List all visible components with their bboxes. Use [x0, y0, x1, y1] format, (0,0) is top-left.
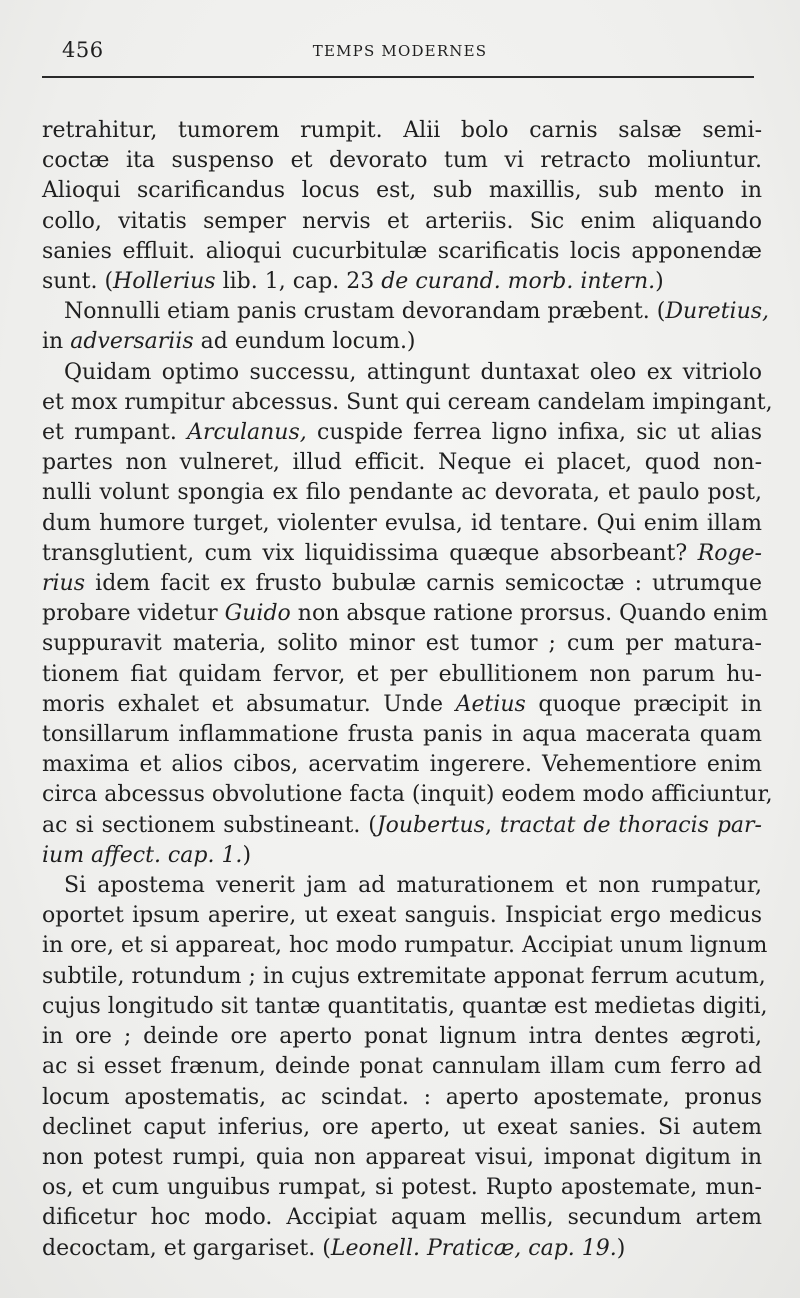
text-segment: sunt. ( — [42, 269, 114, 295]
text-segment: moris exhalet et absumatur. Unde — [42, 691, 456, 717]
text-segment: ) — [655, 269, 664, 295]
text-line — [42, 629, 762, 659]
paragraph — [42, 871, 768, 1264]
text-segment: Quidam optimo successu, attingunt duntaxat oleo ex vitriolo — [64, 359, 762, 385]
body-text — [42, 116, 773, 1264]
italic-text: Duretius, — [665, 299, 770, 325]
text-segment: ac si sectionem substineant. ( — [42, 812, 377, 838]
text-line — [42, 388, 773, 418]
italic-text: Arculanus, — [187, 420, 307, 446]
text-line — [42, 1052, 762, 1082]
italic-text: Aetius — [455, 691, 526, 717]
text-line — [42, 1022, 762, 1052]
text-segment: ) — [616, 1235, 626, 1261]
text-segment: cuspide ferrea ligno infixa, sic ut alias — [306, 420, 762, 446]
text-segment: subtile, rotundum ; in cujus extremitate apponat ferrum acutum, — [42, 963, 766, 989]
text-line — [42, 1143, 762, 1173]
text-line — [42, 448, 762, 478]
text-segment: coctæ ita suspenso et devorato tum vi retracto moliuntur. — [42, 148, 762, 174]
text-segment: Nonnulli etiam panis crustam devorandam præbent. ( — [64, 299, 666, 325]
text-line — [42, 1234, 762, 1264]
text-segment: dificetur hoc modo. Accipiat aquam mellis, secundum artem — [42, 1205, 762, 1231]
text-segment: ad eundum locum.) — [193, 329, 416, 355]
text-line — [42, 962, 766, 992]
text-segment: transglutient, cum vix liquidissima quæque absorbeant? — [42, 540, 698, 566]
text-segment: nulli volunt spongia ex filo pendante ac devorata, et paulo post, — [42, 480, 762, 506]
italic-text: ium affect. cap. 1. — [42, 842, 243, 868]
italic-text: adversariis — [70, 329, 194, 355]
paragraph — [42, 358, 773, 871]
paragraph — [42, 297, 770, 357]
text-segment: in — [42, 329, 71, 355]
text-line — [42, 992, 768, 1022]
text-line — [42, 871, 762, 901]
text-line — [42, 1173, 762, 1203]
text-segment: et rumpant. — [42, 420, 188, 446]
text-segment: collo, vitatis semper nervis et arteriis. Sic enim aliquando — [42, 208, 762, 234]
text-line — [42, 599, 769, 629]
page-header — [42, 38, 758, 68]
text-line — [42, 750, 762, 780]
text-line — [42, 146, 762, 176]
text-segment: ac si esset frænum, deinde ponat cannulam illam cum ferro ad — [42, 1054, 762, 1080]
text-line — [42, 660, 762, 690]
text-segment: sanies effluit. alioqui cucurbitulæ scarificatis locis apponendæ — [42, 238, 762, 264]
text-line — [42, 358, 762, 388]
text-segment: os, et cum unguibus rumpat, si potest. Rupto apostemate, mun- — [42, 1175, 762, 1201]
text-line — [42, 327, 762, 357]
paragraph — [42, 116, 762, 297]
italic-text: Hollerius — [113, 269, 216, 295]
text-line — [42, 780, 773, 810]
italic-text: Roge- — [697, 540, 762, 566]
italic-text: de curand. morb. intern. — [381, 269, 656, 295]
text-segment: maxima et alios cibos, acervatim ingerere. Vehementiore enim — [42, 752, 762, 778]
italic-text: Guido — [224, 601, 291, 627]
italic-text: rius — [42, 571, 86, 597]
text-segment: decoctam, et gargariset. ( — [42, 1235, 331, 1261]
running-head: TEMPS MODERNES — [312, 42, 488, 60]
text-line — [42, 297, 770, 327]
text-line — [42, 720, 762, 750]
text-segment: non potest rumpi, quia non appareat visui, imponat digitum in — [42, 1144, 762, 1170]
text-segment: tonsillarum inflammatione frusta panis in aqua macerata quam — [42, 722, 762, 748]
text-segment: circa abcessus obvolutione facta (inquit) eodem modo afficiuntur, — [42, 782, 773, 808]
text-segment: dum humore turget, violenter evulsa, id tentare. Qui enim illam — [42, 510, 762, 536]
text-line — [42, 1203, 762, 1233]
text-segment: idem facit ex frusto bubulæ carnis semicoctæ : utrumque — [85, 571, 762, 597]
text-segment: , — [484, 812, 500, 838]
text-line — [42, 267, 762, 297]
text-line — [42, 116, 762, 146]
text-segment: quoque præcipit in — [525, 691, 762, 717]
text-segment: ) — [242, 842, 252, 868]
text-line — [42, 418, 762, 448]
text-segment: non absque ratione prorsus. Quando enim — [290, 601, 769, 627]
text-line — [42, 509, 762, 539]
italic-text: tractat de thoracis par- — [499, 812, 762, 838]
text-line — [42, 690, 762, 720]
text-segment: suppuravit materia, solito minor est tumor ; cum per matura- — [42, 631, 762, 657]
text-segment: probare videtur — [42, 601, 225, 627]
text-line — [42, 539, 762, 569]
text-line — [42, 237, 762, 267]
text-segment: in ore ; deinde ore aperto ponat lignum intra dentes ægroti, — [42, 1024, 762, 1050]
text-segment: cujus longitudo sit tantæ quantitatis, quantæ est medietas digiti, — [42, 993, 768, 1019]
text-segment: in ore, et si appareat, hoc modo rumpatur. Accipiat unum lignum — [42, 933, 768, 959]
text-line — [42, 478, 762, 508]
text-line — [42, 1083, 762, 1113]
text-segment: oportet ipsum aperire, ut exeat sanguis. Inspiciat ergo medicus — [42, 903, 762, 929]
text-line — [42, 176, 762, 206]
text-line — [42, 1113, 762, 1143]
text-segment: lib. 1, cap. 23 — [215, 269, 382, 295]
text-segment: partes non vulneret, illud efficit. Neque ei placet, quod non- — [42, 450, 762, 476]
text-line — [42, 901, 762, 931]
text-line — [42, 841, 762, 871]
italic-text: Leonell. Praticæ, cap. 19. — [330, 1235, 617, 1261]
italic-text: Joubertus — [376, 812, 485, 838]
header-rule — [42, 76, 754, 78]
text-segment: locum apostematis, ac scindat. : aperto apostemate, pronus — [42, 1084, 762, 1110]
text-segment: Si apostema venerit jam ad maturationem et non rumpatur, — [64, 873, 762, 899]
text-line — [42, 207, 762, 237]
text-segment: retrahitur, tumorem rumpit. Alii bolo carnis salsæ semi- — [42, 118, 762, 143]
text-line — [42, 931, 768, 961]
text-line — [42, 811, 762, 841]
text-segment: declinet caput inferius, ore aperto, ut exeat sanies. Si autem — [42, 1114, 762, 1140]
text-line — [42, 569, 762, 599]
text-segment: Alioqui scarificandus locus est, sub maxillis, sub mento in — [42, 178, 762, 204]
text-segment: et mox rumpitur abcessus. Sunt qui ceream candelam impingant, — [42, 389, 773, 415]
page-number: 456 — [62, 38, 104, 62]
text-segment: tionem fiat quidam fervor, et per ebullitionem non parum hu- — [42, 661, 762, 687]
